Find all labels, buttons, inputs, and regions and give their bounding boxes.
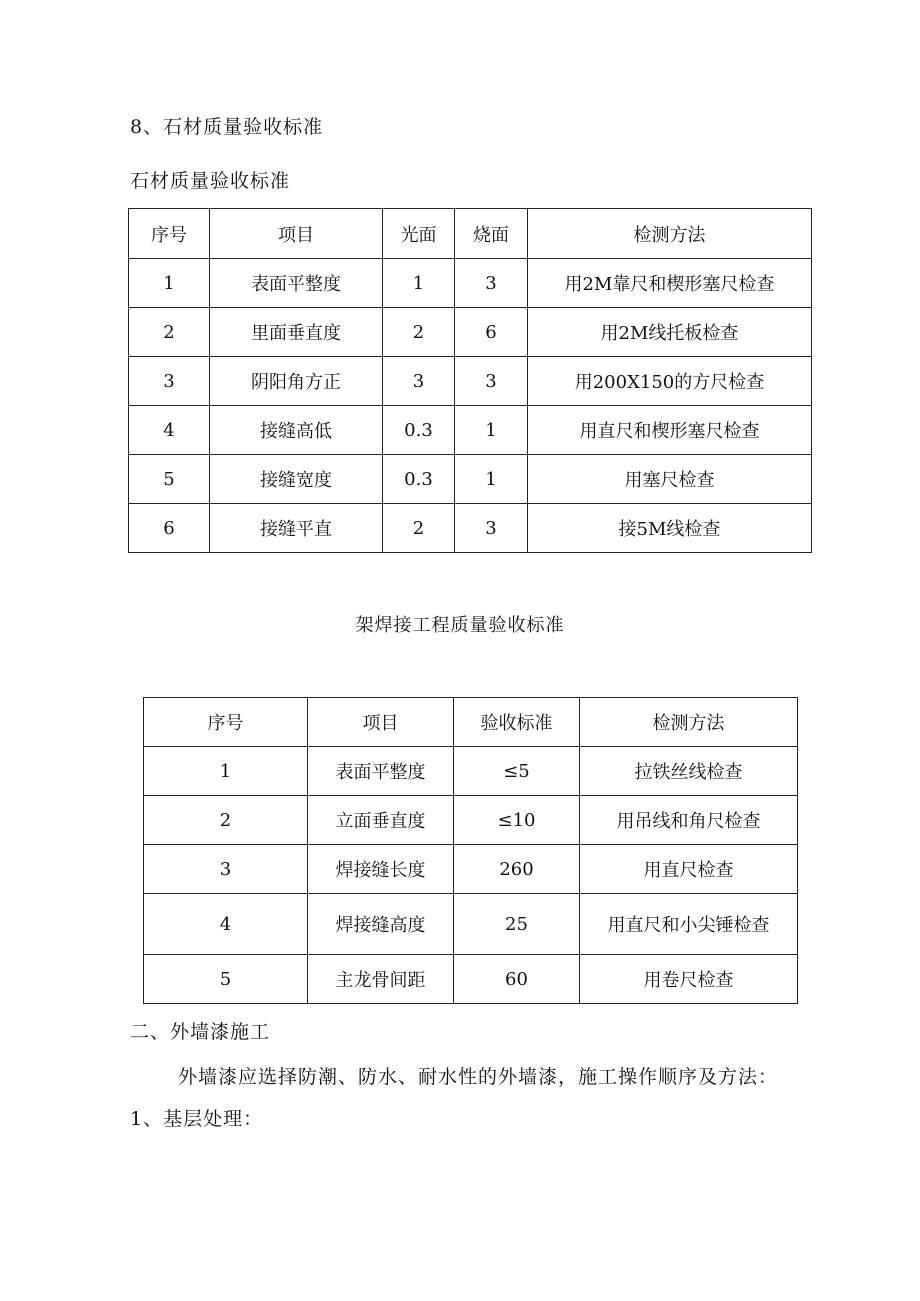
- cell-method: 用2M线托板检查: [528, 308, 812, 357]
- cell-item: 表面平整度: [308, 747, 454, 796]
- table-header-row: [144, 698, 798, 747]
- cell-standard: 60: [454, 955, 580, 1004]
- cell-index: 3: [144, 845, 308, 894]
- table-row: [129, 308, 812, 357]
- frame-table-title: 架焊接工程质量验收标准: [355, 615, 565, 636]
- cell-item: 接缝宽度: [210, 455, 383, 504]
- section-2-heading: 二、外墙漆施工: [130, 1021, 271, 1043]
- cell-index: 4: [129, 406, 210, 455]
- cell-index: 5: [129, 455, 210, 504]
- cell-method: 用2M靠尺和楔形塞尺检查: [528, 259, 812, 308]
- cell-method: 用直尺和楔形塞尺检查: [528, 406, 812, 455]
- cell-method: 接5M线检查: [528, 504, 812, 553]
- cell-index: 1: [129, 259, 210, 308]
- cell-polished: 2: [383, 504, 455, 553]
- cell-flamed: 6: [455, 308, 528, 357]
- cell-method: 用200X150的方尺检查: [528, 357, 812, 406]
- cell-item: 焊接缝高度: [308, 894, 454, 955]
- header-cell: 验收标准: [454, 698, 580, 747]
- header-cell: 序号: [129, 209, 210, 259]
- cell-method: 用直尺检查: [580, 845, 798, 894]
- cell-item: 表面平整度: [210, 259, 383, 308]
- cell-index: 2: [129, 308, 210, 357]
- cell-index: 4: [144, 894, 308, 955]
- cell-standard: 25: [454, 894, 580, 955]
- cell-item: 接缝平直: [210, 504, 383, 553]
- step-1-heading: 1、基层处理：: [130, 1108, 264, 1130]
- cell-item: 里面垂直度: [210, 308, 383, 357]
- cell-method: 用塞尺检查: [528, 455, 812, 504]
- cell-index: 3: [129, 357, 210, 406]
- cell-flamed: 1: [455, 406, 528, 455]
- cell-polished: 3: [383, 357, 455, 406]
- cell-flamed: 3: [455, 259, 528, 308]
- stone-quality-table: [128, 208, 812, 553]
- table-row: [144, 955, 798, 1004]
- cell-polished: 2: [383, 308, 455, 357]
- cell-index: 5: [144, 955, 308, 1004]
- header-cell: 检测方法: [528, 209, 812, 259]
- cell-item: 接缝高低: [210, 406, 383, 455]
- cell-method: 拉铁丝线检查: [580, 747, 798, 796]
- cell-index: 1: [144, 747, 308, 796]
- table-row: [144, 894, 798, 955]
- table-row: [129, 259, 812, 308]
- cell-item: 立面垂直度: [308, 796, 454, 845]
- stone-table-title: 石材质量验收标准: [130, 170, 291, 192]
- table-row: [129, 406, 812, 455]
- cell-standard: ≤5: [454, 747, 580, 796]
- table-row: [129, 504, 812, 553]
- cell-index: 6: [129, 504, 210, 553]
- header-cell: 序号: [144, 698, 308, 747]
- cell-index: 2: [144, 796, 308, 845]
- header-cell: 项目: [308, 698, 454, 747]
- table-row: [144, 796, 798, 845]
- cell-method: 用吊线和角尺检查: [580, 796, 798, 845]
- cell-flamed: 3: [455, 357, 528, 406]
- table-row: [129, 455, 812, 504]
- cell-flamed: 1: [455, 455, 528, 504]
- cell-method: 用卷尺检查: [580, 955, 798, 1004]
- section-8-heading: 8、石材质量验收标准: [130, 116, 324, 138]
- frame-welding-table: [143, 697, 798, 1004]
- table-row: [144, 747, 798, 796]
- cell-polished: 1: [383, 259, 455, 308]
- cell-item: 焊接缝长度: [308, 845, 454, 894]
- cell-standard: ≤10: [454, 796, 580, 845]
- header-cell: 光面: [383, 209, 455, 259]
- table-row: [144, 845, 798, 894]
- header-cell: 项目: [210, 209, 383, 259]
- header-cell: 检测方法: [580, 698, 798, 747]
- cell-polished: 0.3: [383, 455, 455, 504]
- cell-standard: 260: [454, 845, 580, 894]
- table-row: [129, 357, 812, 406]
- cell-item: 阴阳角方正: [210, 357, 383, 406]
- cell-method: 用直尺和小尖锤检查: [580, 894, 798, 955]
- body-paragraph: 外墙漆应选择防潮、防水、耐水性的外墙漆，施工操作顺序及方法：: [178, 1066, 779, 1088]
- header-cell: 烧面: [455, 209, 528, 259]
- table-header-row: [129, 209, 812, 259]
- cell-flamed: 3: [455, 504, 528, 553]
- cell-item: 主龙骨间距: [308, 955, 454, 1004]
- cell-polished: 0.3: [383, 406, 455, 455]
